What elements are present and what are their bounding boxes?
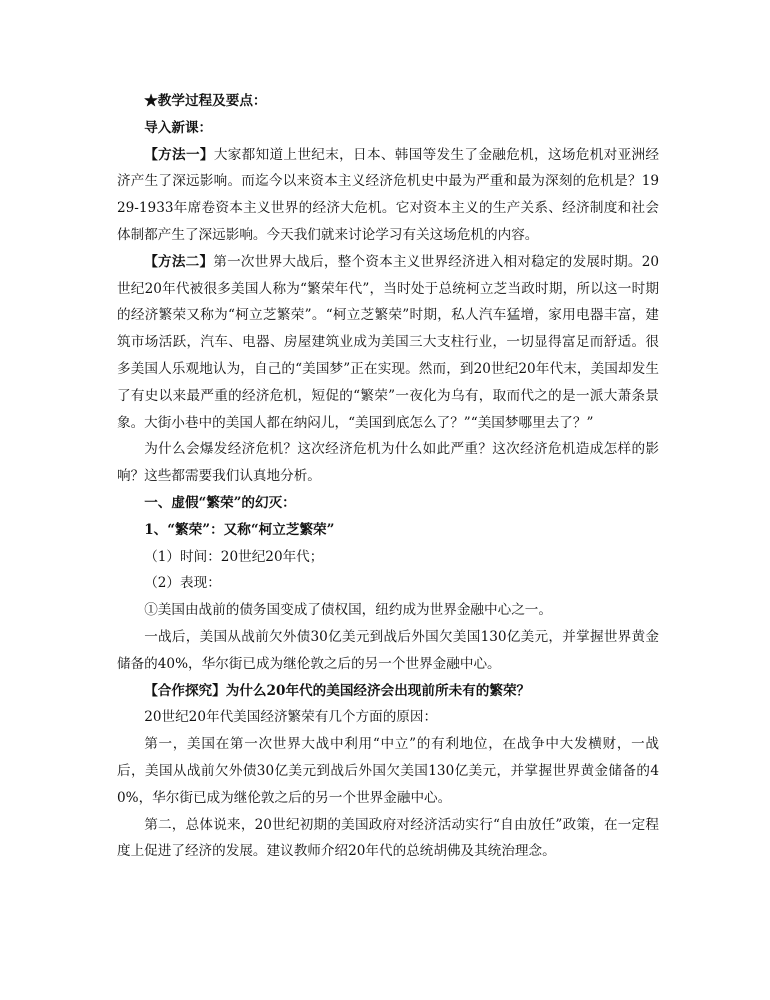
method1-label: 【方法一】 bbox=[144, 146, 214, 163]
reasons-intro: 20世纪20年代美国经济繁荣有几个方面的原因： bbox=[144, 709, 438, 726]
reason2-paragraph: 第二，总体说来，20世纪初期的美国政府对经济活动实行“自由放任”政策，在一定程度上促进了经济的发展。建议教师介绍20年代的总统胡佛及其统治理念。 bbox=[117, 816, 659, 860]
method2-text: 第一次世界大战后，整个资本主义世界经济进入相对稳定的发展时期。20世纪20年代被很多美国人称为“繁荣年代”，当时处于总统柯立芝当政时期，所以这一时期的经济繁荣又称为“柯立芝繁荣”。“柯立芝繁荣”时期，私人汽车猛增，家用电器丰富，建筑市场活跃，汽车、电器、房屋建筑业成为美国三大支柱行业，一切显得富足而舒适。很多美国人乐观地认为，自己的“美国梦”正在实现。然而，到20世纪20年代末，美国却发生了有史以来最严重的经济危机，短促的“繁荣”一夜化为乌有，取而代之的是一派大萧条景象。大街小巷中的美国人都在纳闷儿，“美国到底怎么了？”“美国梦哪里去了？” bbox=[117, 253, 660, 431]
method2-paragraph bbox=[117, 249, 659, 437]
method1-paragraph bbox=[117, 142, 659, 249]
point1-item: ①美国由战前的债务国变成了债权国，纽约成为世界金融中心之一。 bbox=[144, 602, 552, 619]
point1-detail-paragraph: 一战后，美国从战前欠外债30亿美元到战后外国欠美国130亿美元，并掌握世界黄金储备的40%，华尔街已成为继伦敦之后的另一个世界金融中心。 bbox=[117, 628, 659, 672]
cooperative-inquiry-heading: 【合作探究】为什么20年代的美国经济会出现前所未有的繁荣？ bbox=[144, 682, 531, 699]
reason1-paragraph: 第一，美国在第一次世界大战中利用“中立”的有利地位，在战争中大发横财，一战后，美国从战前欠外债30亿美元到战后外国欠美国130亿美元，并掌握世界黄金储备的40%，华尔街已成为继伦敦之后的另一个世界金融中心。 bbox=[117, 736, 659, 806]
method2-label: 【方法二】 bbox=[144, 253, 214, 270]
performance-item: （2）表现： bbox=[144, 575, 221, 592]
intro-heading: 导入新课： bbox=[144, 119, 213, 136]
method1-text: 大家都知道上世纪末，日本、韩国等发生了金融危机，这场危机对亚洲经济产生了深远影响。而迄今以来资本主义经济危机史中最为严重和最为深刻的危机是？1929-1933年席卷资本主义世界的经济大危机。它对资本主义的生产关系、经济制度和社会体制都产生了深远影响。今天我们就来讨论学习有关这场危机的内容。 bbox=[117, 146, 660, 243]
time-item: （1）时间：20世纪20年代； bbox=[144, 548, 324, 565]
teaching-process-heading: ★教学过程及要点： bbox=[144, 93, 267, 109]
question-paragraph: 为什么会爆发经济危机？这次经济危机为什么如此严重？这次经济危机造成怎样的影响？这些都需要我们认真地分析。 bbox=[117, 441, 659, 485]
subsection1-heading: 1、“繁荣”：又称“柯立芝繁荣” bbox=[144, 521, 335, 538]
document-body bbox=[117, 88, 659, 865]
section1-heading: 一、虚假“繁荣”的幻灭： bbox=[144, 494, 296, 511]
